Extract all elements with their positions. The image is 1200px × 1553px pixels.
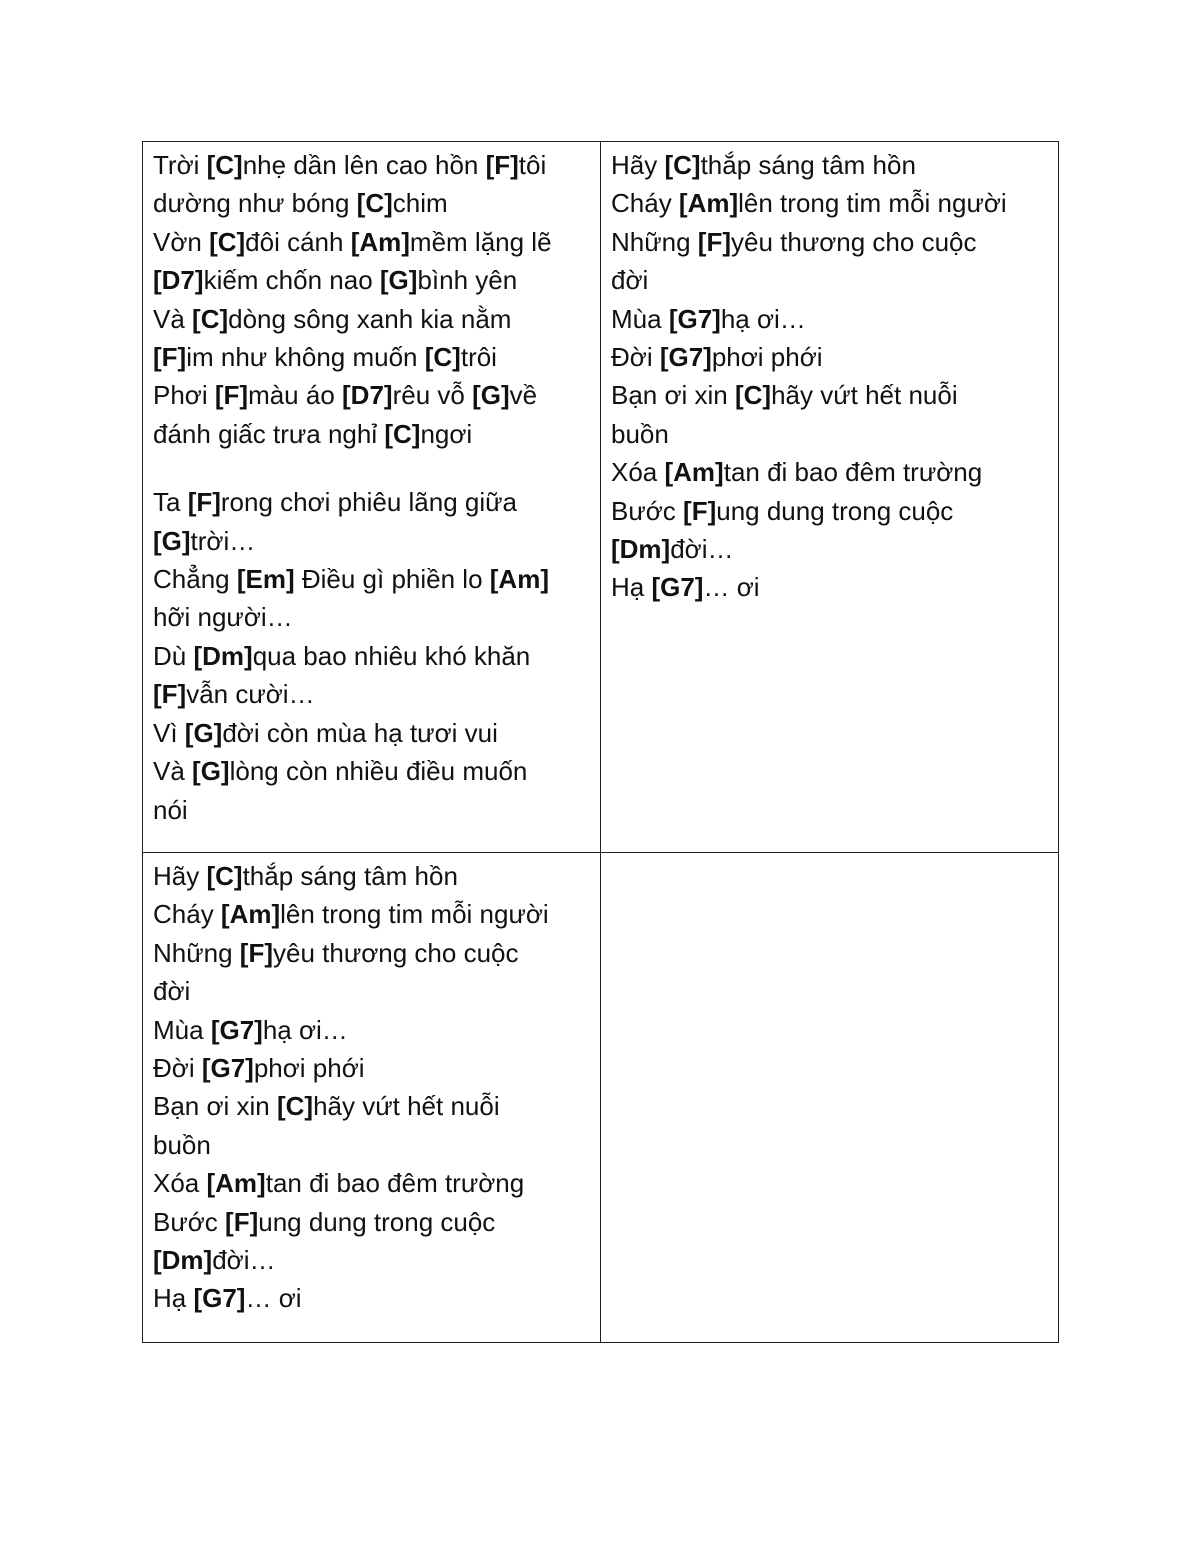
lyric-line <box>611 223 1048 261</box>
lyric-line <box>153 300 590 338</box>
chord-label: [C] <box>192 303 229 334</box>
lyric-text: đời còn mùa hạ tươi vui <box>222 717 498 748</box>
lyric-line <box>611 492 1048 530</box>
lyric-text: Điều gì phiền lo <box>294 564 490 595</box>
chord-label: [G7] <box>193 1283 246 1314</box>
lyric-line <box>153 895 590 933</box>
chord-label: [C] <box>735 380 772 411</box>
lyric-text: buồn <box>611 418 669 449</box>
chord-label: [Dm] <box>611 534 671 565</box>
lyric-line <box>153 637 590 675</box>
lyric-line <box>153 1049 590 1087</box>
lyric-text: Hãy <box>153 861 207 891</box>
table-cell-1 <box>143 142 601 853</box>
chord-label: [Dm] <box>153 1245 213 1276</box>
chord-label: [C] <box>356 188 393 219</box>
lyric-text: đánh giấc trưa nghỉ <box>153 418 385 449</box>
lyric-text: Hãy <box>611 150 665 180</box>
lyric-text: bình yên <box>417 265 518 296</box>
lyric-line <box>611 261 1048 299</box>
lyric-line <box>153 184 590 222</box>
chord-label: [F] <box>214 380 249 411</box>
lyric-line <box>153 376 590 414</box>
lyric-text: lên trong tim mỗi người <box>738 188 1007 219</box>
chord-label: [G7] <box>210 1014 263 1045</box>
lyrics-table <box>142 141 1059 1343</box>
lyric-text: đôi cánh <box>245 226 351 257</box>
chord-label: [Am] <box>664 457 724 488</box>
lyric-text: yêu thương cho cuộc <box>731 226 977 257</box>
lyric-text: thắp sáng tâm hồn <box>700 150 916 180</box>
lyric-text: tan đi bao đêm trường <box>723 457 983 488</box>
chord-label: [C] <box>384 418 421 449</box>
chord-label: [Am] <box>206 1168 266 1199</box>
chord-label: [Em] <box>236 564 295 595</box>
lyric-text: Bạn ơi xin <box>153 1091 277 1122</box>
chord-label: [F] <box>485 150 519 180</box>
lyric-text: hạ ơi… <box>720 303 806 334</box>
lyric-text: thắp sáng tâm hồn <box>242 861 458 891</box>
lyric-text: ung dung trong cuộc <box>716 495 954 526</box>
lyric-text: chim <box>392 188 448 219</box>
lyric-line <box>611 530 1048 568</box>
lyric-text: Và <box>153 756 193 787</box>
lyric-text: mềm lặng lẽ <box>409 226 552 257</box>
lyric-text: rêu vỗ <box>392 380 473 411</box>
lyric-text: Hạ <box>153 1283 194 1314</box>
lyric-line <box>153 857 590 895</box>
lyric-text: yêu thương cho cuộc <box>273 937 519 968</box>
chord-label: [G7] <box>659 342 712 373</box>
lyric-line <box>611 568 1048 606</box>
lyric-text: Mùa <box>153 1014 211 1045</box>
lyric-text: … ơi <box>245 1283 302 1314</box>
lyric-text: rong chơi phiêu lãng giữa <box>220 487 517 518</box>
lyric-line <box>611 376 1048 414</box>
chord-label: [C] <box>206 150 243 180</box>
lyric-text: Vờn <box>153 226 210 257</box>
chord-label: [C] <box>664 150 701 180</box>
lyric-text: hỡi người… <box>153 602 293 633</box>
chord-label: [F] <box>697 226 731 257</box>
lyric-line <box>153 1011 590 1049</box>
chord-label: [G] <box>184 717 223 748</box>
lyric-text: qua bao nhiêu khó khăn <box>252 640 531 671</box>
lyric-line <box>153 972 590 1010</box>
lyric-text: tôi <box>518 150 547 180</box>
lyric-text: Chẳng <box>153 564 237 595</box>
table-cell-4 <box>601 853 1059 1343</box>
chord-label: [D7] <box>153 265 204 296</box>
lyric-text: Hạ <box>611 572 652 603</box>
lyric-text: Và <box>153 303 193 334</box>
lyric-text: vẫn cười… <box>186 679 315 710</box>
lyric-line <box>611 453 1048 491</box>
lyric-text: dòng sông xanh kia nằm <box>228 303 512 334</box>
lyric-text: lòng còn nhiều điều muốn <box>229 756 528 787</box>
lyric-text: … ơi <box>703 572 760 603</box>
chord-label: [G7] <box>668 303 721 334</box>
chord-label: [F] <box>187 487 221 518</box>
lyric-text: im như không muốn <box>186 342 425 373</box>
lyric-line <box>153 1164 590 1202</box>
lyric-line <box>153 223 590 261</box>
lyric-line <box>611 184 1048 222</box>
lyric-text: buồn <box>153 1129 211 1160</box>
lyric-text: đời… <box>670 534 734 565</box>
lyric-line <box>611 300 1048 338</box>
lyric-text: Xóa <box>611 457 665 488</box>
chord-label: [F] <box>225 1206 259 1237</box>
paragraph-gap <box>153 453 590 483</box>
lyric-text: tan đi bao đêm trường <box>265 1168 525 1199</box>
lyric-text: Bạn ơi xin <box>611 380 735 411</box>
lyric-line <box>153 560 590 598</box>
lyric-text: Vì <box>153 717 185 748</box>
lyric-text: trời… <box>190 525 256 556</box>
lyric-line <box>611 146 1048 184</box>
chord-label: [F] <box>683 495 717 526</box>
lyric-line <box>611 415 1048 453</box>
chord-label: [Am] <box>350 226 410 257</box>
chord-label: [Am] <box>489 564 549 595</box>
chord-label: [C] <box>277 1091 314 1122</box>
lyric-text: Đời <box>153 1053 202 1084</box>
lyric-text: Trời <box>153 150 207 180</box>
lyric-text: Bước <box>153 1206 226 1237</box>
lyric-line <box>153 261 590 299</box>
lyric-text: đời <box>153 976 191 1007</box>
lyric-text: trôi <box>460 342 497 373</box>
lyric-text: đời… <box>212 1245 276 1276</box>
chord-label: [G] <box>379 265 418 296</box>
lyric-text: Cháy <box>611 188 679 219</box>
lyric-text: hạ ơi… <box>262 1014 348 1045</box>
chord-label: [G] <box>192 756 230 787</box>
lyric-text: hãy vứt hết nuỗi <box>313 1091 500 1122</box>
lyric-line <box>153 934 590 972</box>
lyric-line <box>153 714 590 752</box>
lyric-text: kiếm chốn nao <box>203 265 380 296</box>
lyric-line <box>153 675 590 713</box>
table-row <box>143 142 1059 853</box>
chord-label: [Dm] <box>193 640 253 671</box>
lyric-text: về <box>509 380 538 411</box>
chord-label: [F] <box>153 679 187 710</box>
lyric-text: Dù <box>153 640 194 671</box>
lyric-line <box>153 338 590 376</box>
table-cell-3 <box>143 853 601 1343</box>
lyric-text: lên trong tim mỗi người <box>280 899 549 930</box>
chord-label: [C] <box>424 342 461 373</box>
lyric-text: Xóa <box>153 1168 207 1199</box>
lyric-text: đời <box>611 265 649 296</box>
chord-label: [D7] <box>342 380 393 411</box>
chord-label: [F] <box>239 937 273 968</box>
lyric-text: Những <box>153 937 240 968</box>
lyric-line <box>153 1087 590 1125</box>
lyric-text: Phơi <box>153 380 215 411</box>
chord-label: [Am] <box>678 188 739 219</box>
lyric-line <box>153 1126 590 1164</box>
chord-label: [G] <box>153 525 191 556</box>
lyric-line <box>153 791 590 829</box>
lyric-text: nhẹ dần lên cao hồn <box>242 150 486 180</box>
chord-label: [G7] <box>201 1053 254 1084</box>
chord-label: [G7] <box>651 572 704 603</box>
lyric-text: nói <box>153 794 188 825</box>
chord-label: [F] <box>153 342 187 373</box>
lyric-text: Ta <box>153 487 188 518</box>
lyric-line <box>153 752 590 790</box>
lyric-line <box>153 1279 590 1317</box>
lyric-text: Bước <box>611 495 684 526</box>
lyric-line <box>153 415 590 453</box>
lyric-line <box>153 146 590 184</box>
chord-label: [Am] <box>220 899 281 930</box>
lyric-text: Những <box>611 226 698 257</box>
lyric-line <box>153 522 590 560</box>
lyric-text: dường như bóng <box>153 188 357 219</box>
lyric-line <box>153 598 590 636</box>
lyric-text: màu áo <box>248 380 343 411</box>
lyric-text: Mùa <box>611 303 669 334</box>
chord-label: [C] <box>206 861 243 891</box>
lyric-text: hãy vứt hết nuỗi <box>771 380 958 411</box>
lyric-text: phơi phới <box>253 1053 365 1084</box>
lyric-line <box>153 1203 590 1241</box>
chord-label: [C] <box>209 226 246 257</box>
lyric-text: Cháy <box>153 899 221 930</box>
lyric-text: ngơi <box>420 418 473 449</box>
chord-label: [G] <box>472 380 510 411</box>
table-cell-2 <box>601 142 1059 853</box>
lyric-line <box>153 1241 590 1279</box>
table-row <box>143 853 1059 1343</box>
lyric-text: phơi phới <box>711 342 823 373</box>
lyric-line <box>153 483 590 521</box>
document-page <box>142 141 1059 1343</box>
lyric-text: ung dung trong cuộc <box>258 1206 496 1237</box>
lyric-line <box>611 338 1048 376</box>
lyric-text: Đời <box>611 342 660 373</box>
